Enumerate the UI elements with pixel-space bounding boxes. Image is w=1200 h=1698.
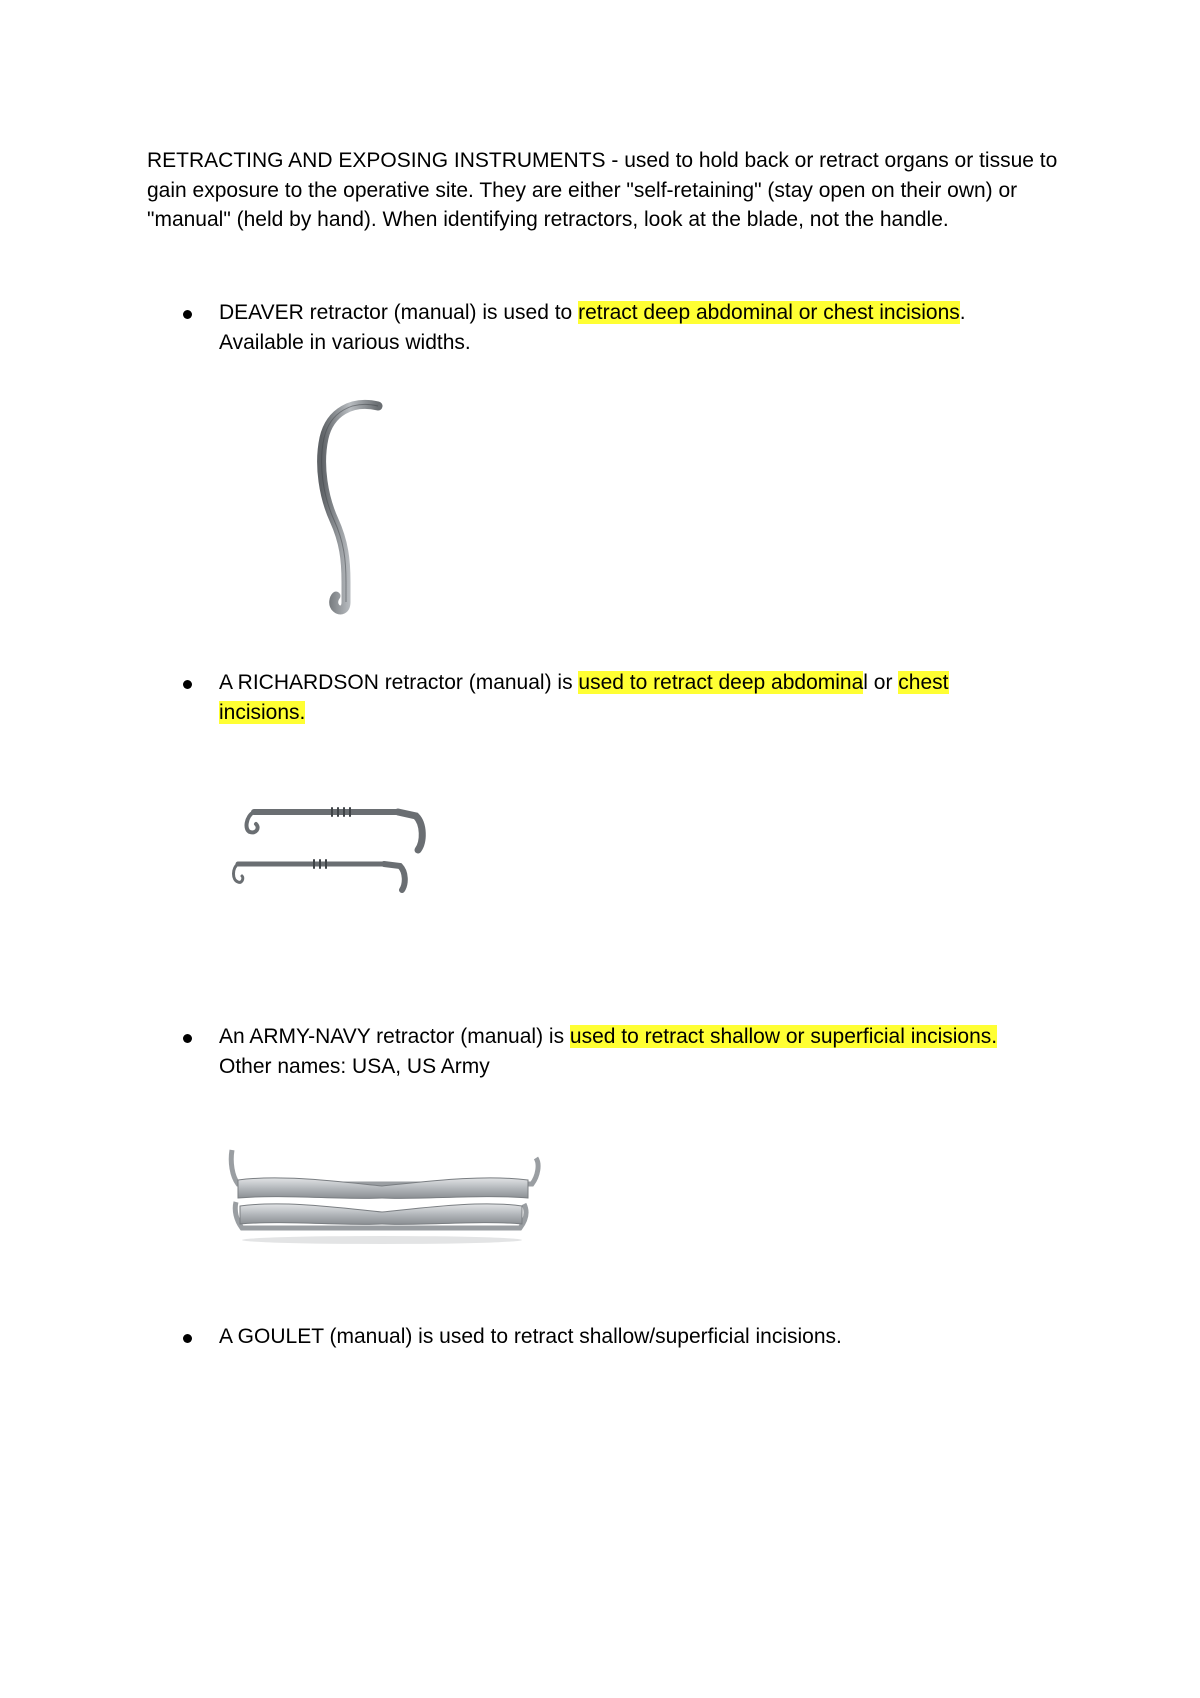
highlighted-text: used to retract shallow or superficial incisions. xyxy=(569,1025,998,1048)
list-item-text: An ARMY-NAVY retractor (manual) is used to retract shallow or superficial incisions. Other names: USA, US Army xyxy=(219,1025,998,1078)
list-item-richardson xyxy=(185,668,1065,728)
army-navy-retractor-image xyxy=(222,1148,542,1248)
intro-paragraph xyxy=(147,146,1077,235)
highlighted-text: incisions. xyxy=(219,700,306,724)
intro-heading: RETRACTING AND EXPOSING INSTRUMENTS xyxy=(147,149,606,172)
highlighted-text: chest xyxy=(898,671,949,694)
highlighted-text: retract deep abdominal or chest incisions xyxy=(578,301,960,324)
list-item-deaver xyxy=(185,298,1065,358)
list-item-army-navy xyxy=(185,1022,1065,1082)
list-item-text: DEAVER retractor (manual) is used to retract deep abdominal or chest incisions. Available in various widths. xyxy=(219,301,966,354)
list-item-text: A GOULET (manual) is used to retract shallow/superficial incisions. xyxy=(219,1325,842,1348)
intro-text: - used to hold back or retract organs or tissue to gain exposure to the operative site. They are either "self-retaining" (stay open on their own) or "manual" (held by hand). When identifying retractors, look at the blade, not the handle. xyxy=(147,149,1058,231)
list-item-goulet xyxy=(185,1322,1065,1354)
bullet-icon xyxy=(183,1034,192,1043)
bullet-icon xyxy=(183,310,192,319)
list-item-text: A RICHARDSON retractor (manual) is used to retract deep abdominal or chest incisions. xyxy=(219,671,949,724)
richardson-retractor-image xyxy=(228,802,458,902)
bullet-icon xyxy=(183,680,192,689)
highlighted-text: used to retract deep abdomina xyxy=(578,671,864,694)
deaver-retractor-image xyxy=(290,398,410,618)
bullet-icon xyxy=(183,1334,192,1343)
